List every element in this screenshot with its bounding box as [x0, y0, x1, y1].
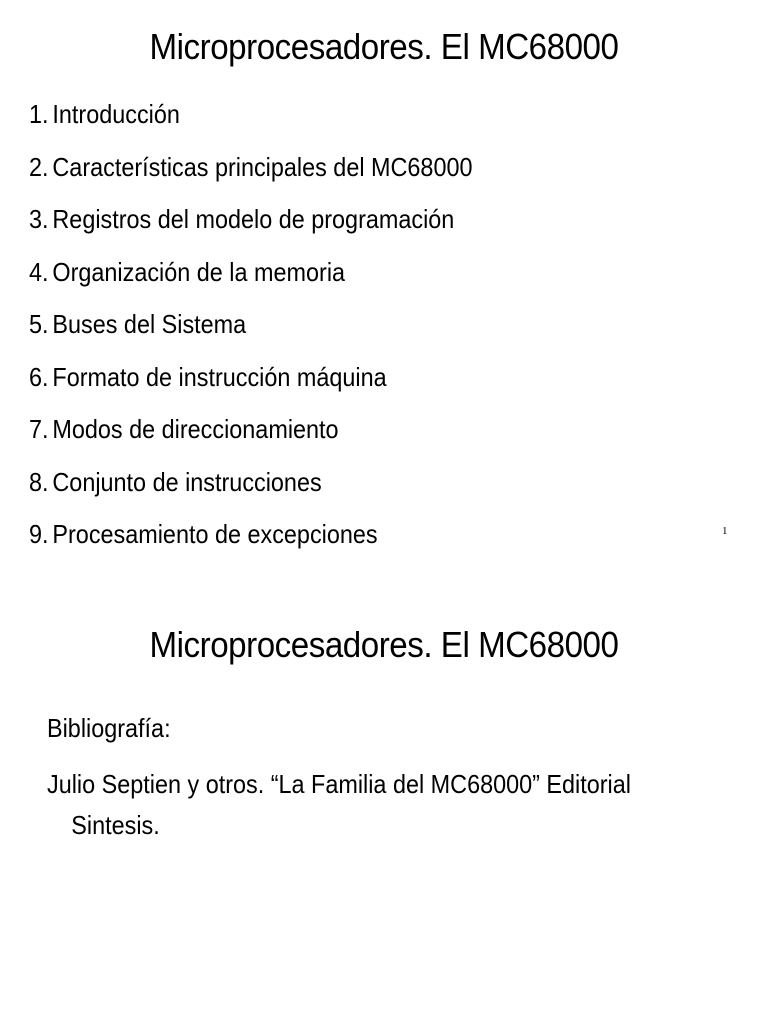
toc-item-9 [29, 518, 473, 571]
toc-item-label: Formato de instrucción máquina [52, 361, 387, 392]
toc-item-number: 7. [29, 414, 49, 444]
toc-item-2 [29, 151, 473, 204]
table-of-contents [29, 98, 522, 571]
toc-item-number: 3. [29, 204, 49, 234]
slide-2-title: Microprocesadores. El MC68000 [149, 624, 619, 665]
bibliography-heading: Bibliografía: [47, 713, 171, 743]
reference-line-2: Sintesis. [71, 810, 160, 840]
reference-line-1: Julio Septien y otros. “La Familia del MC68000” Editorial [47, 769, 631, 799]
toc-item-label: Buses del Sistema [52, 309, 247, 339]
toc-item-label: Organización de la memoria [52, 256, 346, 287]
toc-item-label: Modos de direccionamiento [52, 414, 339, 444]
slide-1-title: Microprocesadores. El MC68000 [149, 26, 619, 67]
toc-item-number: 4. [29, 256, 49, 287]
toc-item-label: Conjunto de instrucciones [52, 466, 322, 497]
toc-item-number: 6. [29, 361, 49, 392]
toc-item-number: 2. [29, 151, 49, 182]
page-number: 1 [722, 525, 728, 537]
toc-item-7 [29, 413, 473, 466]
toc-item-label: Introducción [52, 99, 180, 129]
toc-item-4 [29, 256, 473, 309]
toc-item-label: Registros del modelo de programación [52, 204, 455, 234]
toc-item-5 [29, 308, 473, 361]
toc-item-number: 5. [29, 309, 49, 339]
toc-item-label: Procesamiento de excepciones [52, 519, 378, 549]
toc-item-3 [29, 203, 473, 256]
toc-item-number: 9. [29, 519, 49, 549]
toc-item-8 [29, 466, 473, 519]
toc-item-number: 8. [29, 466, 49, 497]
bibliography-reference [47, 764, 677, 846]
toc-item-number: 1. [29, 99, 49, 129]
toc-item-1 [29, 98, 473, 151]
toc-item-label: Características principales del MC68000 [52, 151, 473, 182]
toc-item-6 [29, 361, 473, 414]
